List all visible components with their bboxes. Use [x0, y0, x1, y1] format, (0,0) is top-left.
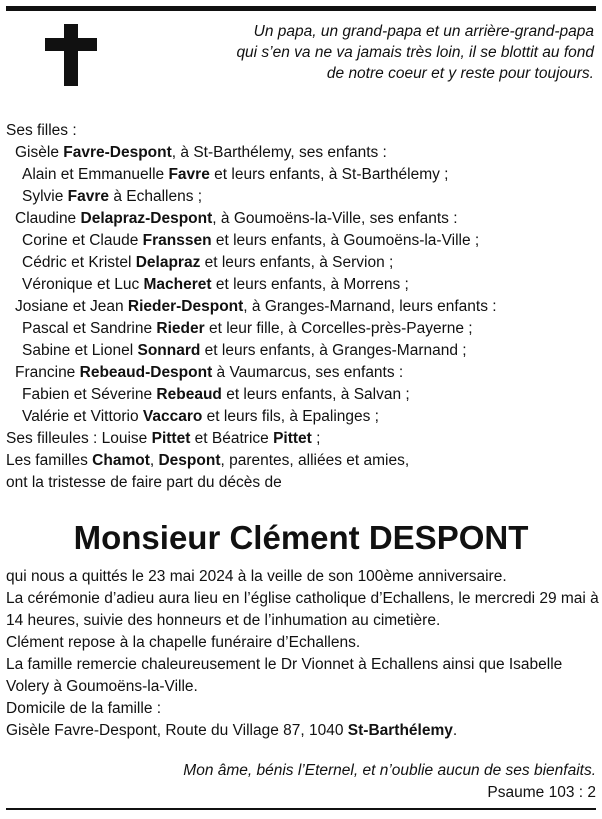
family-line: [6, 252, 598, 274]
family-line: [6, 340, 598, 362]
family-line: [6, 164, 598, 186]
line-text: Clément repose à la chapelle funéraire d’Echallens.: [6, 634, 361, 651]
surname-text: Rieder-Despont: [127, 298, 244, 315]
line-text: Alain et Emmanuelle: [22, 166, 169, 183]
surname-text: Franssen: [142, 232, 212, 249]
line-text: , parentes, alliées et amies,: [220, 452, 410, 469]
surname-text: Favre: [168, 166, 210, 183]
detail-line: [6, 698, 600, 720]
surname-text: St-Barthélemy: [347, 722, 453, 739]
closing-quote: Mon âme, bénis l’Eternel, et n’oublie aucun de ses bienfaits.: [183, 762, 596, 779]
family-line: [6, 362, 598, 384]
line-text: .: [452, 722, 458, 739]
psalm-reference: Psaume 103 : 2: [487, 784, 596, 801]
family-line: [6, 208, 598, 230]
family-line: [6, 230, 598, 252]
family-line: [6, 296, 598, 318]
surname-text: Delapraz: [135, 254, 201, 271]
family-line: [6, 142, 598, 164]
surname-text: Chamot: [92, 452, 150, 469]
line-text: à Echallens ;: [109, 188, 203, 205]
line-text: et leurs fils, à Epalinges ;: [202, 408, 379, 425]
family-line: [6, 450, 598, 472]
line-text: Domicile de la famille :: [6, 700, 162, 717]
family-list: [6, 120, 598, 494]
detail-line: [6, 588, 600, 632]
closing-section: [183, 760, 596, 804]
family-line: [6, 186, 598, 208]
verse-line: Un papa, un grand-papa et un arrière-grand-papa: [253, 23, 594, 40]
family-line: [6, 384, 598, 406]
surname-text: Despont: [158, 452, 221, 469]
detail-line: [6, 632, 600, 654]
line-text: La cérémonie d’adieu aura lieu en l’église catholique d’Echallens, le mercredi 29 mai à 14 heures, suivie des honneurs et de l’inhumation au cimetière.: [6, 590, 599, 629]
line-text: et leur fille, à Corcelles-près-Payerne ;: [204, 320, 473, 337]
surname-text: Rebeaud-Despont: [79, 364, 213, 381]
line-text: Les familles: [6, 452, 93, 469]
family-line: [6, 318, 598, 340]
detail-line: [6, 566, 600, 588]
family-rows: [6, 142, 598, 494]
surname-text: Delapraz-Despont: [80, 210, 213, 227]
line-text: , à Granges-Marnand, leurs enfants :: [243, 298, 497, 315]
detail-line: [6, 720, 600, 742]
detail-line: [6, 654, 600, 698]
surname-text: Favre: [67, 188, 110, 205]
family-line: [6, 274, 598, 296]
line-text: Corine et Claude: [22, 232, 143, 249]
line-text: Ses filleules : Louise: [6, 430, 152, 447]
family-heading: Ses filles :: [6, 122, 77, 139]
deceased-name: Monsieur Clément DESPONT: [73, 519, 529, 556]
line-text: Véronique et Luc: [22, 276, 144, 293]
line-text: à Vaumarcus, ses enfants :: [212, 364, 404, 381]
line-text: et leurs enfants, à St-Barthélemy ;: [209, 166, 449, 183]
verse-line: de notre coeur et y reste pour toujours.: [326, 65, 594, 82]
line-text: et leurs enfants, à Salvan ;: [221, 386, 410, 403]
surname-text: Rebeaud: [156, 386, 222, 403]
line-text: , à Goumoëns-la-Ville, ses enfants :: [212, 210, 458, 227]
line-text: et Béatrice: [190, 430, 274, 447]
line-text: Sylvie: [22, 188, 68, 205]
line-text: La famille remercie chaleureusement le Dr Vionnet à Echallens ainsi que Isabelle Volery à Goumoëns-la-Ville.: [6, 656, 563, 695]
surname-text: Pittet: [151, 430, 191, 447]
line-text: Pascal et Sandrine: [22, 320, 157, 337]
line-text: et leurs enfants, à Goumoëns-la-Ville ;: [211, 232, 480, 249]
line-text: Fabien et Séverine: [22, 386, 157, 403]
surname-text: Pittet: [273, 430, 312, 447]
family-line: [6, 472, 598, 494]
line-text: ;: [311, 430, 321, 447]
family-line: [6, 428, 598, 450]
line-text: Valérie et Vittorio: [22, 408, 143, 425]
bottom-rule: [6, 808, 596, 810]
surname-text: Macheret: [143, 276, 212, 293]
surname-text: Vaccaro: [142, 408, 203, 425]
cross-icon: [45, 24, 97, 86]
family-line: [6, 406, 598, 428]
line-text: Claudine: [15, 210, 81, 227]
surname-text: Rieder: [156, 320, 205, 337]
line-text: Josiane et Jean: [15, 298, 128, 315]
line-text: et leurs enfants, à Servion ;: [200, 254, 394, 271]
top-rule: [6, 6, 596, 11]
line-text: Gisèle Favre-Despont, Route du Village 87, 1040: [6, 722, 348, 739]
surname-text: Sonnard: [137, 342, 201, 359]
line-text: et leurs enfants, à Granges-Marnand ;: [200, 342, 467, 359]
line-text: qui nous a quittés le 23 mai 2024 à la veille de son 100ème anniversaire.: [6, 568, 507, 585]
line-text: Francine: [15, 364, 80, 381]
line-text: Cédric et Kristel: [22, 254, 136, 271]
line-text: ,: [149, 452, 159, 469]
opening-verse: [154, 21, 594, 84]
line-text: Sabine et Lionel: [22, 342, 138, 359]
ceremony-details: [6, 566, 600, 742]
line-text: , à St-Barthélemy, ses enfants :: [171, 144, 387, 161]
line-text: et leurs enfants, à Morrens ;: [211, 276, 409, 293]
line-text: Gisèle: [15, 144, 64, 161]
verse-line: qui s’en va ne va jamais très loin, il se blottit au fond: [236, 44, 594, 61]
line-text: ont la tristesse de faire part du décès de: [6, 474, 282, 491]
surname-text: Favre-Despont: [63, 144, 172, 161]
